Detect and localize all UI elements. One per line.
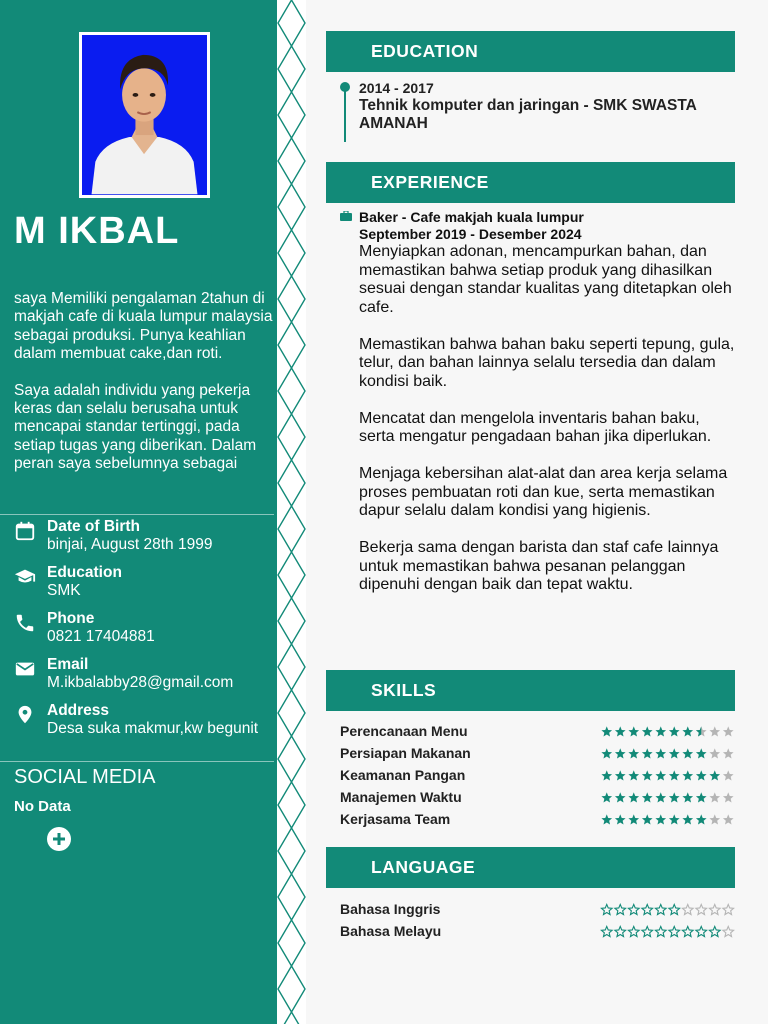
star-icon — [628, 792, 639, 802]
star-icon — [655, 726, 666, 736]
section-header-skills: SKILLS — [326, 670, 735, 711]
skill-row — [340, 744, 735, 764]
briefcase-icon — [340, 211, 352, 221]
contact-label: Education — [47, 564, 122, 581]
star-icon — [601, 726, 612, 736]
star-icon — [669, 770, 680, 780]
contact-label: Date of Birth — [47, 518, 140, 535]
language-rating — [600, 922, 735, 942]
location-pin-icon — [14, 704, 36, 726]
skill-row — [340, 766, 735, 786]
star-icon — [615, 904, 626, 914]
star-icon — [696, 792, 707, 802]
star-icon — [615, 726, 626, 736]
timeline-line — [344, 88, 346, 142]
star-icon — [642, 814, 653, 824]
star-icon — [669, 748, 680, 758]
skill-rating — [600, 722, 735, 742]
section-header-education: EDUCATION — [326, 31, 735, 72]
skill-name: Perencanaan Menu — [340, 723, 468, 739]
skill-name: Manajemen Waktu — [340, 789, 462, 805]
star-icon — [682, 748, 693, 758]
summary-paragraph: Saya adalah individu yang pekerja keras dan selalu berusaha untuk mencapai standar tertinggi, pada setiap tugas yang diberikan. Dalam peran saya sebelumnya sebagai — [14, 381, 257, 473]
contact-label: Phone — [47, 610, 95, 627]
experience-description — [359, 243, 737, 613]
experience-period: September 2019 - Desember 2024 — [359, 226, 582, 242]
star-icon — [682, 792, 693, 802]
phone-icon — [14, 612, 36, 634]
star-icon — [655, 904, 666, 914]
skill-name: Persiapan Makanan — [340, 745, 471, 761]
star-icon — [601, 770, 612, 780]
star-icon — [628, 748, 639, 758]
star-icon — [628, 926, 639, 936]
star-icon — [601, 814, 612, 824]
contact-label: Email — [47, 656, 89, 673]
star-icon — [723, 904, 734, 914]
star-icon — [709, 748, 720, 758]
skill-rating — [600, 788, 735, 808]
star-icon — [628, 904, 639, 914]
education-years: 2014 - 2017 — [359, 80, 434, 96]
diamond-pattern — [277, 0, 306, 1024]
experience-point: Menjaga kebersihan alat-alat dan area kerja selama proses pembuatan roti dan kue, serta memastikan dapur selalu dalam kondisi yang higienis. — [359, 465, 728, 519]
star-rating-svg — [600, 810, 735, 830]
star-icon — [723, 926, 734, 936]
calendar-icon — [14, 520, 36, 542]
star-icon — [709, 770, 720, 780]
star-icon — [723, 748, 734, 758]
education-school: Tehnik komputer dan jaringan - SMK SWASTA AMANAH — [359, 97, 697, 132]
star-icon — [615, 748, 626, 758]
star-icon — [655, 814, 666, 824]
experience-point: Menyiapkan adonan, mencampurkan bahan, dan memastikan bahwa setiap produk yang dihasilkan sesuai dengan standar kualitas yang ditetapkan oleh cafe. — [359, 243, 732, 316]
contact-value: 0821 17404881 — [47, 628, 155, 645]
star-icon — [669, 814, 680, 824]
star-icon — [682, 726, 693, 736]
star-icon — [709, 726, 720, 736]
star-icon — [723, 792, 734, 802]
language-name: Bahasa Inggris — [340, 901, 441, 917]
star-icon — [628, 814, 639, 824]
section-header-language: LANGUAGE — [326, 847, 735, 888]
star-icon — [615, 792, 626, 802]
star-icon — [682, 770, 693, 780]
star-icon — [682, 814, 693, 824]
diamond-pattern-strip — [277, 0, 306, 1024]
star-icon — [601, 748, 612, 758]
star-icon — [642, 926, 653, 936]
star-rating-svg — [600, 722, 735, 742]
skill-rating — [600, 744, 735, 764]
summary-paragraph: saya Memiliki pengalaman 2tahun di makjah cafe di kuala lumpur malaysia sebagai produksi. Punya keahlian dalam membuat cake,dan roti. — [14, 290, 273, 363]
skill-row — [340, 810, 735, 830]
star-icon — [669, 726, 680, 736]
social-media-title: SOCIAL MEDIA — [14, 766, 156, 788]
plus-icon — [47, 827, 71, 851]
star-icon — [601, 926, 612, 936]
star-icon — [642, 748, 653, 758]
star-rating-svg — [600, 922, 735, 942]
star-icon — [642, 770, 653, 780]
skill-row — [340, 788, 735, 808]
language-row — [340, 922, 735, 942]
star-rating-svg — [600, 900, 735, 920]
contact-value: Desa suka makmur,kw begunit — [47, 720, 259, 737]
star-icon — [709, 926, 720, 936]
graduation-cap-icon — [14, 566, 36, 588]
star-icon — [615, 814, 626, 824]
star-icon — [615, 926, 626, 936]
star-icon — [709, 814, 720, 824]
contact-value: SMK — [47, 582, 81, 599]
star-icon — [615, 770, 626, 780]
star-icon — [682, 926, 693, 936]
skill-name: Keamanan Pangan — [340, 767, 466, 783]
star-icon — [709, 904, 720, 914]
star-icon — [601, 904, 612, 914]
star-icon — [696, 926, 707, 936]
star-icon — [642, 904, 653, 914]
candidate-name: M IKBAL — [14, 210, 180, 252]
star-icon — [723, 814, 734, 824]
social-empty-text: No Data — [14, 798, 71, 815]
experience-point: Memastikan bahwa bahan baku seperti tepung, gula, telur, dan bahan lainnya selalu tersedia dan dalam kondisi baik. — [359, 335, 735, 390]
mail-icon — [14, 658, 36, 680]
skill-row — [340, 722, 735, 742]
add-social-button[interactable] — [47, 827, 71, 851]
language-name: Bahasa Melayu — [340, 923, 442, 939]
divider — [0, 761, 274, 762]
star-icon — [642, 792, 653, 802]
divider — [0, 514, 274, 515]
skill-rating — [600, 810, 735, 830]
star-icon — [682, 904, 693, 914]
star-icon — [696, 770, 707, 780]
experience-role: Baker - Cafe makjah kuala lumpur — [359, 209, 584, 225]
profile-summary — [14, 290, 276, 492]
star-icon — [628, 770, 639, 780]
star-icon — [669, 904, 680, 914]
star-icon — [655, 792, 666, 802]
star-icon — [642, 726, 653, 736]
experience-point: Bekerja sama dengan barista dan staf cafe lainnya untuk memastikan bahwa pesanan pelanggan dipenuhi dengan baik dan tepat waktu. — [359, 539, 719, 593]
star-icon — [709, 792, 720, 802]
star-icon — [696, 748, 707, 758]
star-rating-svg — [600, 766, 735, 786]
contact-label: Address — [47, 702, 110, 719]
star-icon — [723, 770, 734, 780]
contact-value: M.ikbalabby28@gmail.com — [47, 674, 234, 691]
language-row — [340, 900, 735, 920]
contact-value: binjai, August 28th 1999 — [47, 536, 213, 553]
star-icon — [655, 748, 666, 758]
star-icon — [723, 726, 734, 736]
section-header-experience: EXPERIENCE — [326, 162, 735, 203]
star-icon — [696, 904, 707, 914]
star-icon — [669, 792, 680, 802]
skill-rating — [600, 766, 735, 786]
skill-name: Kerjasama Team — [340, 811, 451, 827]
star-icon — [655, 926, 666, 936]
star-rating-svg — [600, 744, 735, 764]
star-icon — [601, 792, 612, 802]
profile-photo — [79, 32, 210, 198]
star-icon — [669, 926, 680, 936]
experience-point: Mencatat dan mengelola inventaris bahan baku, serta mengatur pengadaan bahan jika diperlukan. — [359, 409, 712, 445]
person-portrait — [82, 35, 207, 195]
star-icon — [696, 814, 707, 824]
star-icon — [655, 770, 666, 780]
language-rating — [600, 900, 735, 920]
star-icon — [628, 726, 639, 736]
sidebar — [0, 0, 277, 1024]
star-rating-svg — [600, 788, 735, 808]
